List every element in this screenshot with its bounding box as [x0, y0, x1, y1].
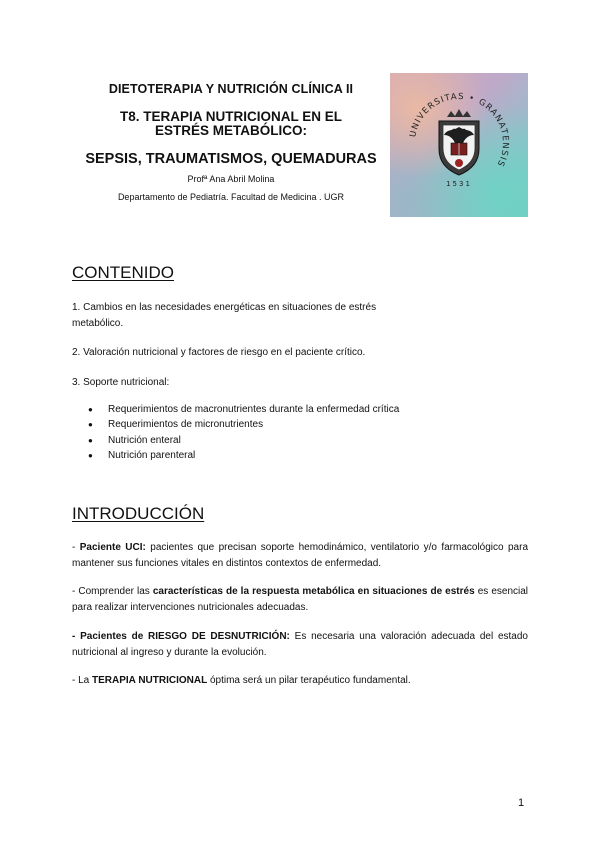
- intro-p4-prefix: - La: [72, 675, 93, 686]
- intro-paragraph-2: [72, 584, 528, 615]
- intro-p4-text: óptima será un pilar terapéutico fundamental.: [207, 675, 411, 686]
- course-title: DIETOTERAPIA Y NUTRICIÓN CLÍNICA II: [108, 82, 354, 96]
- intro-p2-bold: características de la respuesta metabólica en situaciones de estrés: [152, 586, 475, 597]
- intro-paragraph-4: [72, 673, 528, 689]
- list-item: ● Requerimientos de micronutrientes: [88, 417, 399, 432]
- intro-p3-text: Es necesaria una valoración adecuada del estado nutricional al ingreso y durante la evolución.: [72, 631, 528, 658]
- list-item: ● Nutrición enteral: [88, 433, 399, 448]
- page-number: 1: [518, 797, 525, 809]
- intro-paragraph-1: [72, 540, 528, 571]
- contenido-heading: CONTENIDO: [72, 263, 174, 282]
- intro-p3-bold: - Pacientes de RIESGO DE DESNUTRICIÓN:: [72, 631, 290, 642]
- document-header: [72, 70, 528, 220]
- introduccion-heading: INTRODUCCIÓN: [72, 504, 205, 523]
- header-titles: [72, 70, 390, 202]
- contenido-item-2: 2. Valoración nutricional y factores de riesgo en el paciente crítico.: [72, 347, 366, 358]
- intro-paragraph-3: [72, 629, 528, 660]
- soporte-nutricional-list: [88, 402, 399, 463]
- intro-p1-prefix: -: [72, 542, 80, 553]
- contenido-item-1: 1. Cambios en las necesidades energéticas en situaciones de estrés metabólico.: [72, 302, 377, 329]
- topic-title: [72, 110, 390, 138]
- contenido-item-3: 3. Soporte nutricional:: [72, 377, 170, 388]
- topic-title-line1: T8. TERAPIA NUTRICIONAL EN EL: [119, 109, 342, 124]
- university-logo: [390, 73, 528, 217]
- professor-name: Profª Ana Abril Molina: [187, 174, 275, 184]
- department-name: Departamento de Pediatría. Facultad de Medicina . UGR: [117, 192, 345, 202]
- intro-p1-bold: Paciente UCI:: [79, 542, 146, 553]
- list-item: ● Requerimientos de macronutrientes durante la enfermedad crítica: [88, 402, 399, 417]
- topic-title-line2: ESTRÉS METABÓLICO:: [154, 123, 307, 138]
- topic-subtitle: SEPSIS, TRAUMATISMOS, QUEMADURAS: [85, 151, 377, 167]
- intro-p2-prefix: - Comprender las: [72, 586, 153, 597]
- seal-ring-text: UNIVERSITAS • GRANATENSIS: [408, 91, 511, 169]
- intro-p4-bold: TERAPIA NUTRICIONAL: [92, 675, 208, 686]
- intro-p1-text: pacientes que precisan soporte hemodinámico, ventilatorio y/o farmacológico para mantener sus funciones vitales en distintos contextos de enfermedad.: [72, 542, 529, 569]
- seal-year: 1531: [446, 180, 472, 188]
- intro-p2-text: es esencial para realizar intervenciones nutricionales adecuadas.: [72, 586, 529, 613]
- list-item: ● Nutrición parenteral: [88, 448, 399, 463]
- university-seal-icon: [399, 83, 519, 203]
